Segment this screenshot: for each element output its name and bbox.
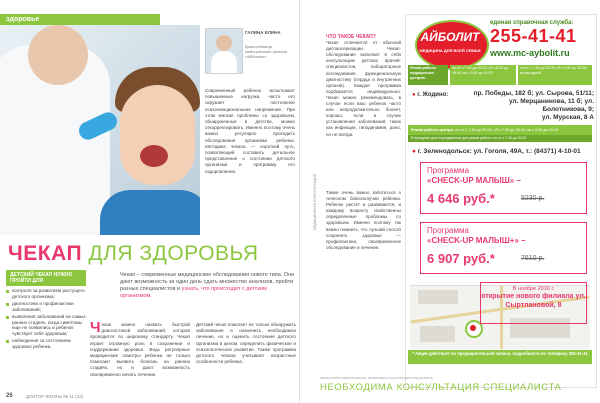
headline-part-a: ЧЕКАП — [8, 242, 83, 265]
program-old-price: 7610 р. — [521, 255, 545, 262]
branch-city: г. Зеленодольск: — [417, 148, 472, 155]
child-face — [120, 85, 195, 185]
list-item: выявления заболеваний на самых ранних стадиях, когда симптомы еще не появились и ребенок чувствует себя здоровым; — [6, 314, 86, 336]
city-name: г. Жодино: — [417, 92, 449, 98]
vertical-note: МЕДИЦИНСКАЯ КОНСУЛЬТАЦИЯ — [313, 173, 317, 230]
map-block — [418, 290, 458, 304]
sidebar-box — [6, 270, 86, 351]
logo-subtitle: МЕДИЦИНА ДЛЯ ВСЕЙ СЕМЬИ — [419, 48, 481, 53]
headline-part-b: ДЛЯ ЗДОРОВЬЯ — [88, 242, 259, 265]
address-block — [470, 90, 594, 122]
child-mouth — [140, 145, 168, 167]
right-column-1 — [326, 34, 401, 138]
open-date: В ноябре 2016 г. — [512, 286, 555, 292]
map-block — [420, 326, 455, 342]
article-photo — [0, 25, 200, 235]
new-branch-box — [480, 282, 587, 324]
issue-label: ДОКТОР-ЖИЗНЬ № 11 (42) — [26, 394, 84, 399]
address-line: ул. Мурская, 8 А — [541, 114, 594, 121]
program-name: «CHECK-UP МАЛЫШ+» – — [427, 236, 526, 245]
author-role: Врач-педиатр медицинского центра «Айболит» — [245, 44, 287, 59]
sidebar-list — [6, 288, 86, 349]
pin-icon: ● — [412, 148, 416, 155]
program-card-1[interactable] — [420, 162, 587, 214]
program-card-2[interactable] — [420, 222, 587, 274]
list-item: диагностики и профилактики заболеваний; — [6, 301, 86, 312]
hotline-phone[interactable]: 255-41-41 — [490, 26, 577, 46]
program-label: Программа — [427, 226, 469, 235]
page-number: 26 — [6, 393, 13, 399]
program-price: 6 907 руб.* — [427, 251, 495, 266]
fine-print: ИМЕЮТСЯ ПРОТИВОПОКАЗАНИЯ. НЕОБХОДИМА КОНСУЛЬТАЦИЯ СПЕЦИАЛИСТА — [320, 376, 433, 380]
right-column-2: Также очень важно заботиться о телесном благополучии ребенка. Ребенок растет и развивается, и каждому возрасту свойственны определенные проблемы со здоровьем. Именно поэтому так важно помнить, что лучший способ сохранить здоровье — профилактика, своевременное обследование и лечение. — [326, 190, 401, 250]
program-old-price: 5230 р. — [521, 195, 545, 202]
drop-cap: Ч — [90, 319, 101, 336]
question-heading: ЧТО ТАКОЕ ЧЕКАП? — [326, 34, 376, 40]
hours-center-text: пн-пт с 7.30 до 20.00; сб с 7.30 до 18.00; вс с 8.00 до 15.00 — [454, 128, 559, 132]
lead-text: Чекап – современные медицинские обследования нового типа. Они дают возможность за один день сдать множество анализов, пройти разных специалистов и — [120, 272, 295, 292]
right-column-1-text: Чекап отличается от обычной диспансеризации. Чекап-обследование включает в себя консультацию детских врачей-специалистов, лабораторные исследования, функциональную диагностику (сердца и внутренних органов). Каждая программа подбирается индивидуально. Чекап можно рекомендовать, в случае если ваш ребенок часто или непродолжительно болеет, хорошо, если в случае установления заболеваний, таких как инфекции, гиподинамия, рано, но не всегда. — [326, 40, 401, 137]
promo-bar: * Акция действует по предварительной записи, подробности по телефону 255-41-41 — [408, 350, 592, 364]
pin-icon: ● — [412, 92, 416, 98]
sidebar-title: ДЕТСКИЙ ЧЕКАП НУЖНО ПРОЙТИ ДЛЯ — [6, 270, 86, 286]
section-tag: здоровье — [0, 14, 160, 25]
lead-paragraph — [120, 272, 295, 300]
list-item: наблюдения за состоянием здоровья ребенка. — [6, 338, 86, 349]
author-name: ГАЛИНА ЕЛИНА — [245, 30, 281, 35]
page-title — [8, 242, 259, 266]
hours-row — [408, 65, 592, 85]
city-label — [412, 92, 448, 98]
list-item: контроля за развитием растущего детского организма; — [6, 288, 86, 299]
holiday-note: В выходные дни и праздничные дни режим работы: пн-пт с 7.30 до 20.00 — [408, 135, 592, 142]
website-link[interactable]: www.mc-aybolit.ru — [490, 48, 570, 58]
body-column-b: Детский чекап помогает не только обнаружить заболевания и назначить необходимое лечение, но и оценить состояние детского организма в целом, определить физическое и психологическое развитие. Также программа детского чекапа учитывает возрастные особенности ребенка. — [196, 322, 296, 365]
address-line: пр. Победы, 182 б; ул. Сырова, 51/11; — [473, 90, 594, 97]
hours-center — [408, 125, 592, 135]
hours-weekday: пн-пт с 7.30 до 20.00; сб с 8.00 до 18.00; вс с 9.00 до 15.00 — [450, 65, 516, 85]
body-column-a — [90, 319, 190, 378]
program-price: 4 646 руб.* — [427, 191, 495, 206]
child-shirt — [100, 190, 200, 235]
body-text-a: екап можно назвать быстрой диагностикой заболеваний, которая проводится по широкому стандарту. Чекап играет огромную роль в сохранении и поддержании здоровья. Ведь регулярные медицинские осмотры ребенка не только помогают выявить болезнь на ранних стадиях, но и дают возможность своевременно начать лечение. — [90, 322, 190, 377]
clinic-logo — [415, 20, 489, 70]
open-text: открытие нового филиала ул. Сыртлановой, 8 — [481, 293, 586, 309]
hours-center-label: Режим работы центра: — [411, 128, 454, 132]
hours-alt: пн-пт с 7.30 до 20.00; сб с 9.00 до 15.00; вс выходной — [518, 65, 592, 85]
branch-zelenodolsk — [412, 148, 581, 155]
program-name: «CHECK-UP МАЛЫШ» – — [427, 176, 521, 185]
program-label: Программа — [427, 166, 469, 175]
branch-address: ул. Гоголя, 49А, т.: (84371) 4-10-01 — [473, 148, 581, 155]
address-line: ул. Мерцанинова, 11 б; ул. Болотникова, 9; — [508, 98, 594, 113]
author-photo — [205, 28, 243, 74]
hours-label: Режим работы медицинских центров: — [408, 65, 448, 85]
spread-divider — [299, 0, 300, 403]
footer-warning: НЕОБХОДИМА КОНСУЛЬТАЦИЯ СПЕЦИАЛИСТА — [320, 382, 562, 393]
hotline-label: единая справочная служба: — [490, 20, 574, 26]
intro-column: Современный ребенок испытывает повышенные нагрузки, часто его окружает постоянное психоэмоциональное напряжение. При этом многие проблемы со здоровьем, обнаруженные в детстве, можно откорректировать. Именно поэтому очень важно регулярно проходить обследование организма ребенка. Методика чекапа — короткий путь, позволяющий составить детальное представление о состоянии детского организма и программу его оздоровления. — [205, 88, 295, 174]
doctor-head — [28, 25, 88, 85]
lead-accent: узнать, что происходит с детским организмом. — [120, 286, 267, 299]
logo-text: АЙБОЛИТ — [420, 30, 480, 44]
